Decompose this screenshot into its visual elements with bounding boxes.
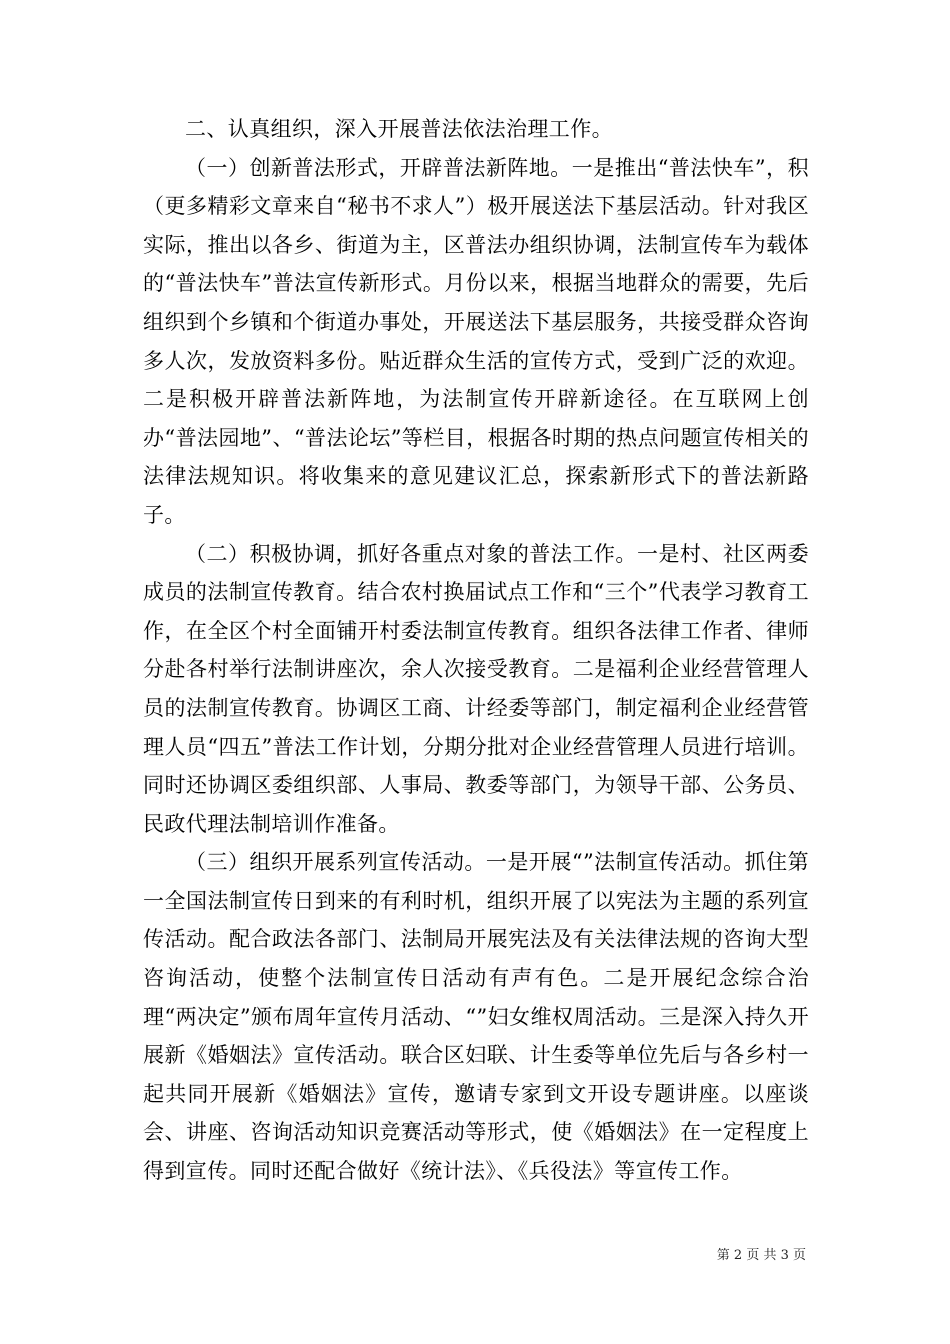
section-heading: 二、认真组织，深入开展普法依法治理工作。: [185, 117, 613, 141]
paragraph-coordinate-key-targets: （二）积极协调，抓好各重点对象的普法工作。一是村、社区两委成员的法制宣传教育。结合农村换届试点工作和“三个”代表学习教育工作，在全区个村全面铺开村委法制宣传教育。组织各法律工作者、律师分赴各村举行法制讲座次，余人次接受教育。二是福利企业经营管理人员的法制宣传教育。协调区工商、计经委等部门，制定福利企业经营管理人员“四五”普法工作计划，分期分批对企业经营管理人员进行培训。同时还协调区委组织部、人事局、教委等部门，为领导干部、公务员、民政代理法制培训作准备。: [143, 541, 809, 836]
paragraph-innovate-publicity: （一）创新普法形式，开辟普法新阵地。一是推出“普法快车”，积（更多精彩文章来自“秘书不求人”）极开展送法下基层活动。针对我区实际，推出以各乡、街道为主，区普法办组织协调，法制宣传车为载体的“普法快车”普法宣传新形式。月份以来，根据当地群众的需要，先后组织到个乡镇和个街道办事处，开展送法下基层服务，共接受群众咨询多人次，发放资料多份。贴近群众生活的宣传方式，受到广泛的欢迎。二是积极开辟普法新阵地，为法制宣传开辟新途径。在互联网上创办“普法园地”、“普法论坛”等栏目，根据各时期的热点问题宣传相关的法律法规知识。将收集来的意见建议汇总，探索新形式下的普法新路子。: [143, 155, 809, 527]
page-number-footer: 第 2 页 共 3 页: [716, 1248, 806, 1263]
paragraph-series-campaigns: （三）组织开展系列宣传活动。一是开展“”法制宣传活动。抓住第一全国法制宣传日到来的有利时机，组织开展了以宪法为主题的系列宣传活动。配合政法各部门、法制局开展宪法及有关法律法规的咨询大型咨询活动，使整个法制宣传日活动有声有色。二是开展纪念综合治理“两决定”颁布周年宣传月活动、“”妇女维权周活动。三是深入持久开展新《婚姻法》宣传活动。联合区妇联、计生委等单位先后与各乡村一起共同开展新《婚姻法》宣传，邀请专家到文开设专题讲座。以座谈会、讲座、咨询活动知识竞赛活动等形式，使《婚姻法》在一定程度上得到宣传。同时还配合做好《统计法》、《兵役法》等宣传工作。: [143, 850, 809, 1184]
document-body: [143, 110, 809, 1191]
